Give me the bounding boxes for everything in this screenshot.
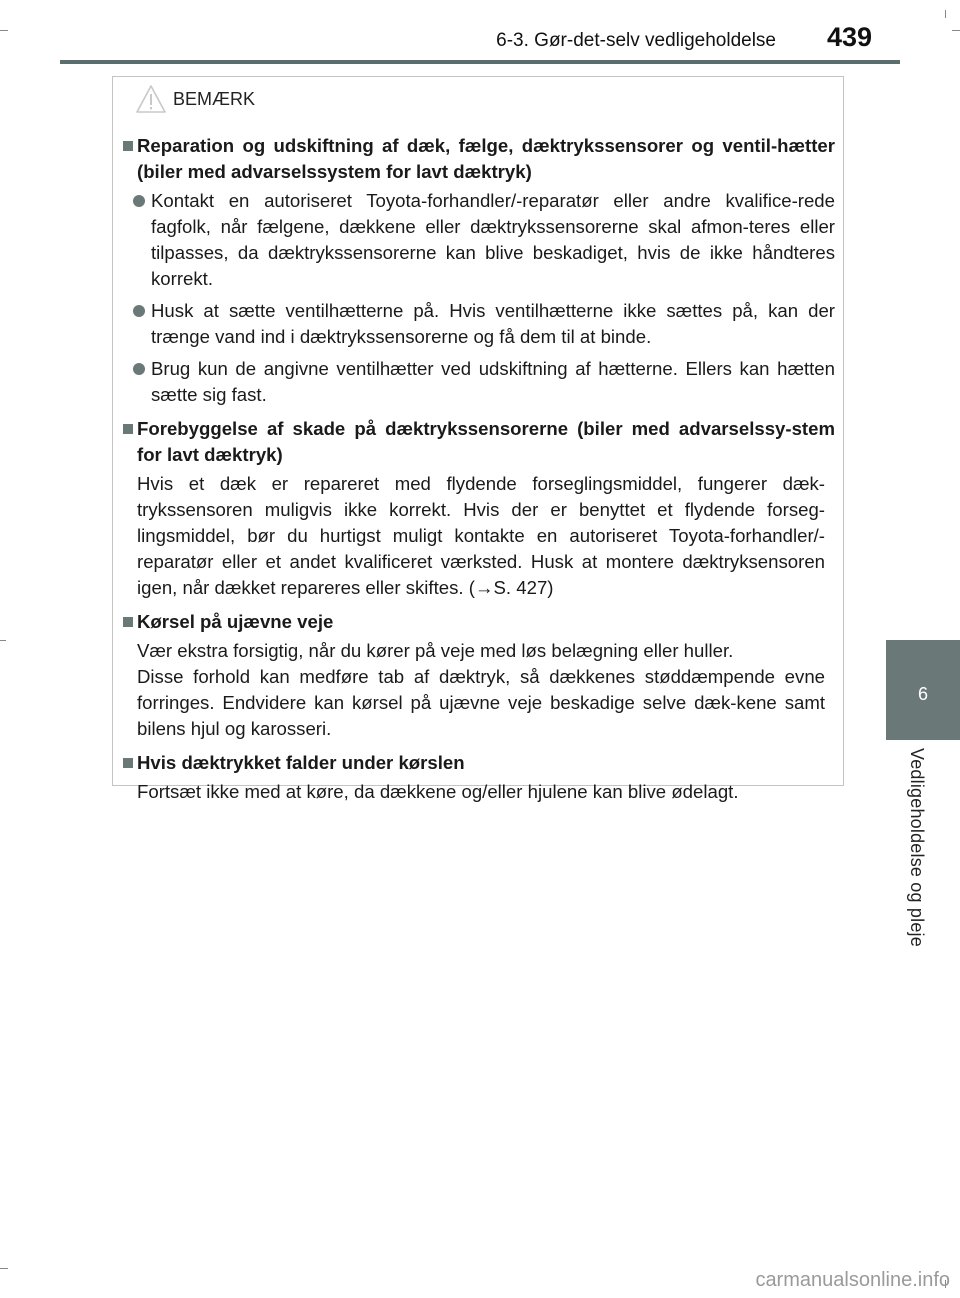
- warning-triangle-icon: [135, 84, 167, 114]
- crop-mark: [952, 30, 960, 31]
- round-bullet-icon: [133, 363, 145, 375]
- notice-body: [123, 133, 835, 813]
- section-title: Reparation og udskiftning af dæk, fælge, dæktrykssensorer og ventil-hætter (biler med advarselssystem for lavt dæktryk): [123, 133, 835, 185]
- chapter-number: 6: [917, 684, 928, 704]
- crop-mark: [0, 1268, 8, 1269]
- section-paragraph: Disse forhold kan medføre tab af dæktryk, så dækkenes støddæmpende evne forringes. Endvidere kan kørsel på ujævne veje beskadige selve dæk-kene samt bilens hjul og karosseri.: [137, 666, 825, 739]
- notice-header: [135, 83, 255, 115]
- section-paragraph: Fortsæt ikke med at køre, da dækkene og/eller hjulene kan blive ødelagt.: [137, 781, 739, 802]
- section-paragraph: Hvis et dæk er repareret med flydende forseglingsmiddel, fungerer dæk-trykssensoren muligvis ikke korrekt. Hvis der er benyttet et flydende forseg-lingsmiddel, bør du hurtigst muligt kontakte en autoriseret Toyota-forhandler/-reparatør eller et andet kvalificeret værksted. Husk at montere dæktryksensoren igen, når dækket repareres eller skiftes. (→S. 427): [137, 473, 825, 598]
- notice-section: [123, 133, 835, 408]
- watermark: carmanualsonline.info: [755, 1269, 950, 1291]
- notice-section: [123, 750, 835, 805]
- list-item: Husk at sætte ventilhætterne på. Hvis ventilhætterne ikke sættes på, kan der trænge vand ind i dæktrykssensorerne og få dem til at binde.: [133, 298, 835, 350]
- section-title: Forebyggelse af skade på dæktrykssensorerne (biler med advarselssy-stem for lavt dæktryk): [123, 416, 835, 468]
- list-item: Kontakt en autoriseret Toyota-forhandler/-reparatør eller andre kvalifice-rede fagfolk, når fælgene, dækkene eller dæktrykssensorerne skal afmon-teres eller tilpasses, da dæktrykssensorerne kan blive beskadiget, hvis de ikke håndteres korrekt.: [133, 188, 835, 292]
- crop-mark: [945, 10, 946, 18]
- section-title: Hvis dæktrykket falder under kørslen: [123, 750, 835, 776]
- list-item: Brug kun de angivne ventilhætter ved udskiftning af hætterne. Ellers kan hætten sætte sig fast.: [133, 356, 835, 408]
- square-bullet-icon: [123, 758, 133, 768]
- section-header-title: 6-3. Gør-det-selv vedligeholdelse: [496, 30, 776, 51]
- header-rule: [60, 60, 900, 64]
- crop-mark: [0, 30, 8, 31]
- notice-label: BEMÆRK: [173, 88, 256, 109]
- round-bullet-icon: [133, 195, 145, 207]
- square-bullet-icon: [123, 617, 133, 627]
- section-paragraph: Vær ekstra forsigtig, når du kører på veje med løs belægning eller huller.: [137, 640, 734, 661]
- round-bullet-icon: [133, 305, 145, 317]
- square-bullet-icon: [123, 424, 133, 434]
- notice-section: [123, 609, 835, 742]
- notice-section: [123, 416, 835, 601]
- notice-box: [112, 76, 844, 802]
- square-bullet-icon: [123, 141, 133, 151]
- chapter-tab: [886, 640, 960, 740]
- page-number: 439: [826, 22, 872, 52]
- section-title: Kørsel på ujævne veje: [123, 609, 835, 635]
- chapter-label: Vedligeholdelse og pleje: [907, 748, 927, 947]
- crop-mark: [0, 640, 6, 641]
